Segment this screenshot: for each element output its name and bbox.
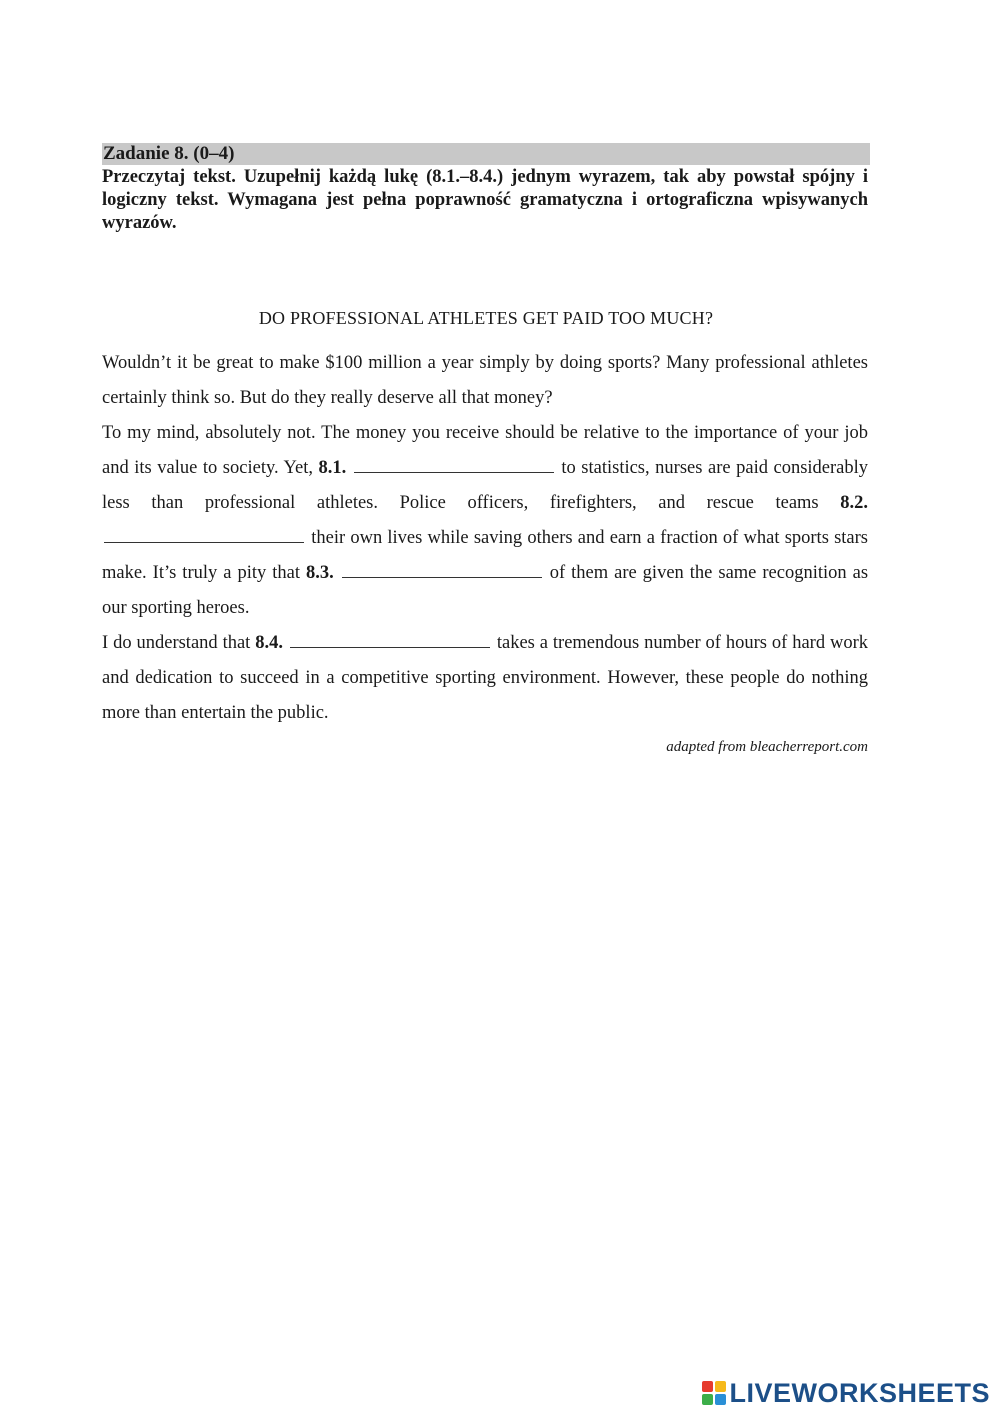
- gap-blank-8-1[interactable]: [354, 454, 554, 473]
- liveworksheets-wordmark: LIVEWORKSHEETS: [729, 1378, 990, 1408]
- paragraph-3-text-b: takes a tremendous number of hours of hard work and dedication to succeed in a competitive sporting environment. However, these people do nothing more than entertain the public.: [102, 633, 869, 723]
- gap-label-8-2: 8.2.: [840, 493, 869, 513]
- gap-label-8-3: 8.3.: [305, 563, 334, 583]
- logo-square-yellow: [715, 1381, 726, 1392]
- liveworksheets-brand[interactable]: [702, 1378, 990, 1408]
- gap-blank-8-3[interactable]: [342, 559, 542, 578]
- logo-square-blue: [715, 1394, 726, 1405]
- task-header: Zadanie 8. (0–4): [102, 143, 870, 165]
- logo-square-green: [702, 1394, 713, 1405]
- source-citation: adapted from bleacherreport.com: [666, 739, 868, 755]
- article-title: DO PROFESSIONAL ATHLETES GET PAID TOO MUCH?: [258, 308, 714, 328]
- gap-blank-8-4[interactable]: [290, 629, 490, 648]
- paragraph-1: Wouldn’t it be great to make $100 million a year simply by doing sports? Many professional athletes certainly think so. But do they really deserve all that money?: [102, 353, 868, 408]
- paragraph-3: [102, 626, 868, 731]
- paragraph-2-text-a: To my mind, absolutely not. The money you receive should be relative to the importance of your job and its value to society. Yet,: [102, 423, 868, 478]
- paragraph-2-text-c: their own lives while saving others and earn a fraction of what sports stars make. It’s truly a pity that: [102, 528, 869, 583]
- paragraph-2: [102, 416, 868, 626]
- gap-label-8-1: 8.1.: [318, 458, 347, 478]
- gap-label-8-4: 8.4.: [255, 633, 283, 653]
- task-instruction: Przeczytaj tekst. Uzupełnij każdą lukę (8.1.–8.4.) jednym wyrazem, tak aby powstał spójny i logiczny tekst. Wymagana jest pełna poprawność gramatyczna i ortograficzna wpisywanych wyrazów.: [102, 167, 868, 233]
- gap-blank-8-2[interactable]: [104, 524, 304, 543]
- paragraph-3-text-a: I do understand that: [102, 633, 251, 653]
- logo-square-red: [702, 1381, 713, 1392]
- paragraph-2-text-b: to statistics, nurses are paid considerably less than professional athletes. Police officers, firefighters, and rescue teams: [102, 458, 869, 513]
- paragraph-2-text-d: of them are given the same recognition as our sporting heroes.: [102, 563, 869, 618]
- liveworksheets-logo-icon: [702, 1381, 726, 1405]
- article-body: [102, 346, 868, 731]
